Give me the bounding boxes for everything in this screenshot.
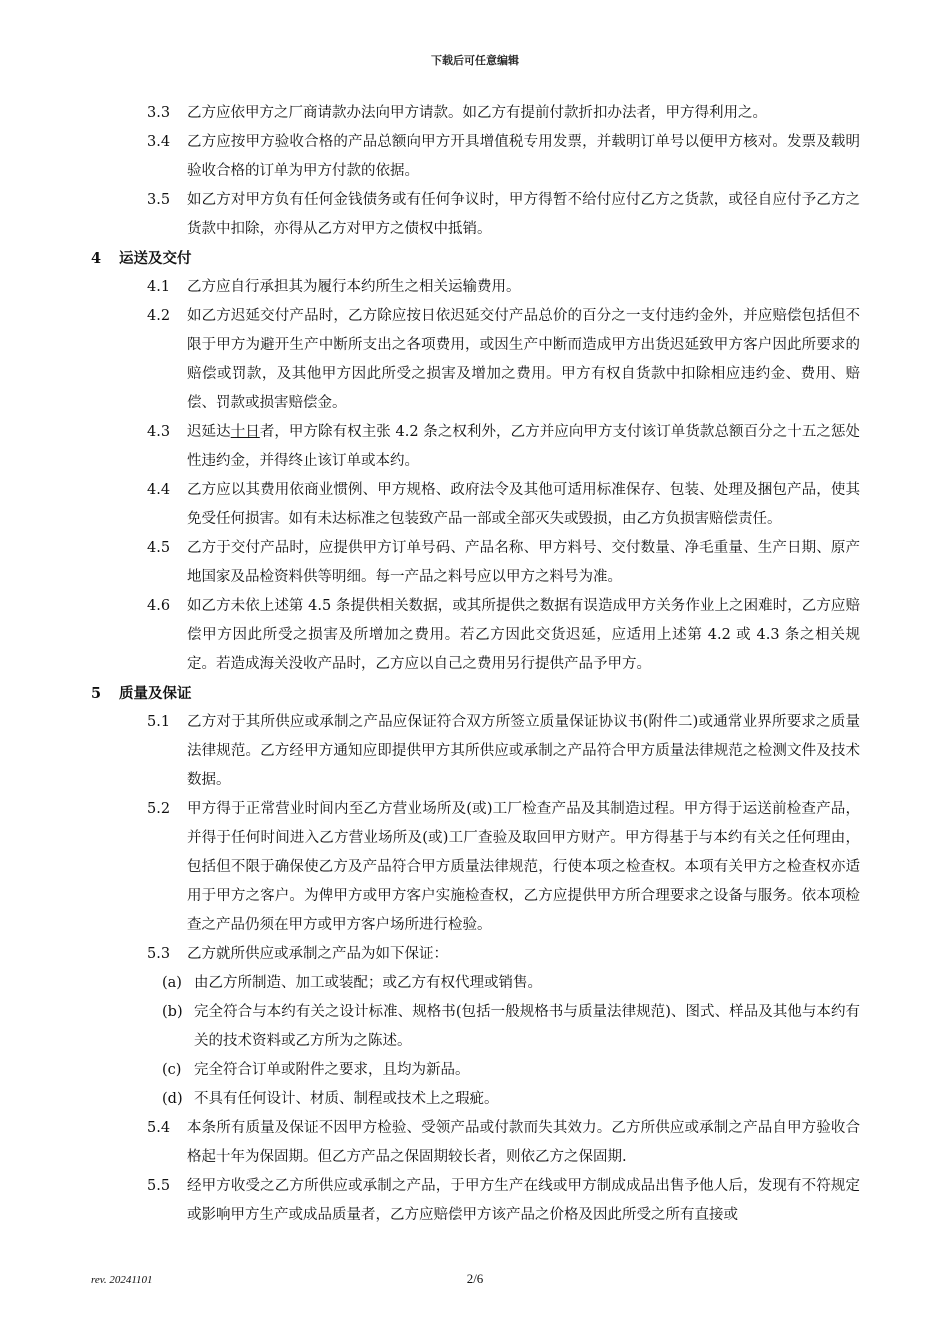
clause-text: 乙方应按甲方验收合格的产品总额向甲方开具增值税专用发票，并载明订单号以便甲方核对。发票及载明验收合格的订单为甲方付款的依据。: [187, 134, 860, 179]
clause-text: [187, 418, 860, 476]
clause-number: 4.5: [147, 540, 171, 556]
clause-number: 5.5: [147, 1178, 171, 1194]
page-header: 下载后可任意编辑: [431, 54, 519, 67]
clause-number: 3.5: [147, 192, 171, 208]
section-title: 运送及交付: [119, 250, 192, 267]
clause-text: 乙方应依甲方之厂商请款办法向甲方请款。如乙方有提前付款折扣办法者，甲方得利用之。: [187, 105, 767, 121]
clause-4-6: [0, 592, 950, 679]
clause-text: 乙方就所供应或承制之产品为如下保证：: [187, 946, 448, 962]
clause-text: 乙方对于其所供应或承制之产品应保证符合双方所签立质量保证协议书(附件二)或通常业界所要求之质量法律规范。乙方经甲方通知应即提供甲方其所供应或承制之产品符合甲方质量法律规范之检测文件及技术数据。: [187, 714, 860, 788]
clause-4-4: [0, 476, 950, 534]
clause-text: 乙方应以其费用依商业惯例、甲方规格、政府法令及其他可适用标准保存、包装、处理及捆包产品，使其免受任何损害。如有未达标准之包装致产品一部或全部灭失或毁损，由乙方负损害赔偿责任。: [187, 482, 860, 527]
clause-number: 4.2: [147, 308, 171, 324]
sub-item-label: (b): [162, 1004, 183, 1020]
clause-text: 乙方于交付产品时，应提供甲方订单号码、产品名称、甲方料号、交付数量、净毛重量、生产日期、原产地国家及品检资料供等明细。每一产品之料号应以甲方之料号为准。: [187, 540, 860, 585]
clause-number: 4.6: [147, 598, 171, 614]
clause-5-2: [0, 795, 950, 940]
clause-3-4: [0, 128, 950, 186]
clause-text: 如乙方未依上述第 4.5 条提供相关数据，或其所提供之数据有误造成甲方关务作业上之困难时，乙方应赔偿甲方因此所受之损害及所增加之费用。若乙方因此交货迟延，应适用上述第 4.2 或 4.3 条之相关规定。若造成海关没收产品时，乙方应以自己之费用另行提供产品予甲方。: [187, 598, 860, 672]
clause-3-3: [0, 99, 950, 128]
sub-item-a: [0, 969, 950, 998]
sub-item-text: 由乙方所制造、加工或装配；或乙方有权代理或销售。: [194, 975, 542, 991]
clause-number: 4.3: [147, 424, 171, 440]
clause-text: 经甲方收受之乙方所供应或承制之产品，于甲方生产在线或甲方制成成品出售予他人后，发现有不符规定或影响甲方生产或成品质量者，乙方应赔偿甲方该产品之价格及因此所受之所有直接或: [187, 1178, 860, 1223]
sub-item-c: [0, 1056, 950, 1085]
document-body: [0, 99, 950, 1230]
section-title: 质量及保证: [119, 685, 192, 702]
clause-text: 如乙方迟延交付产品时，乙方除应按日依迟延交付产品总价的百分之一支付违约金外，并应赔偿包括但不限于甲方为避开生产中断所支出之各项费用，或因生产中断而造成甲方出货迟延致甲方客户因此所要求的赔偿或罚款，及其他甲方因此所受之损害及增加之费用。甲方有权自货款中扣除相应违约金、费用、赔偿、罚款或损害赔偿金。: [187, 308, 860, 411]
clause-4-5: [0, 534, 950, 592]
revision-label: rev. 20241101: [91, 1274, 153, 1286]
clause-number: 5.4: [147, 1120, 171, 1136]
clause-number: 4.1: [147, 279, 171, 295]
section-heading-5: [0, 679, 950, 708]
sub-item-label: (a): [162, 975, 182, 991]
section-number: 5: [91, 685, 102, 702]
clause-text-pre: 迟延达: [187, 424, 231, 440]
clause-text: 如乙方对甲方负有任何金钱债务或有任何争议时，甲方得暂不给付应付乙方之货款，或径自应付予乙方之货款中扣除，亦得从乙方对甲方之债权中抵销。: [187, 192, 860, 237]
clause-text: 甲方得于正常营业时间内至乙方营业场所及(或)工厂检查产品及其制造过程。甲方得于运送前检查产品，并得于任何时间进入乙方营业场所及(或)工厂查验及取回甲方财产。甲方得基于与本约有关之任何理由，包括但不限于确保使乙方及产品符合甲方质量法律规范，行使本项之检查权。本项有关甲方之检查权亦适用于甲方之客户。为俾甲方或甲方客户实施检查权，乙方应提供甲方所合理要求之设备与服务。依本项检查之产品仍须在甲方或甲方客户场所进行检验。: [187, 801, 860, 933]
section-number: 4: [91, 250, 102, 267]
clause-5-4: [0, 1114, 950, 1172]
clause-text-post: 者，甲方除有权主张 4.2 条之权利外，乙方并应向甲方支付该订单货款总额百分之十五之惩处性违约金，并得终止该订单或本约。: [187, 424, 861, 469]
page-number: 2/6: [466, 1271, 484, 1286]
clause-number: 3.3: [147, 105, 171, 121]
clause-number: 5.1: [147, 714, 171, 730]
clause-number: 5.2: [147, 801, 171, 817]
underlined-term: 十日: [230, 424, 260, 440]
clause-text: 本条所有质量及保证不因甲方检验、受领产品或付款而失其效力。乙方所供应或承制之产品自甲方验收合格起十年为保固期。但乙方产品之保固期较长者，则依乙方之保固期.: [187, 1120, 860, 1165]
section-heading-4: [0, 244, 950, 273]
sub-item-label: (c): [162, 1062, 182, 1078]
clause-5-1: [0, 708, 950, 795]
clause-3-5: [0, 186, 950, 244]
sub-item-d: [0, 1085, 950, 1114]
sub-item-text: 完全符合与本约有关之设计标准、规格书(包括一般规格书与质量法律规范)、图式、样品及其他与本约有关的技术资料或乙方所为之陈述。: [194, 1004, 860, 1049]
sub-item-b: [0, 998, 950, 1056]
sub-item-label: (d): [162, 1091, 183, 1107]
clause-number: 4.4: [147, 482, 171, 498]
clause-number: 3.4: [147, 134, 171, 150]
clause-5-3: [0, 940, 950, 969]
clause-4-1: [0, 273, 950, 302]
clause-4-3: [0, 418, 950, 476]
clause-5-5: [0, 1172, 950, 1230]
clause-text: 乙方应自行承担其为履行本约所生之相关运输费用。: [187, 279, 521, 295]
clause-number: 5.3: [147, 946, 171, 962]
clause-4-2: [0, 302, 950, 418]
sub-item-text: 完全符合订单或附件之要求，且均为新品。: [194, 1062, 470, 1078]
sub-item-text: 不具有任何设计、材质、制程或技术上之瑕疵。: [194, 1091, 499, 1107]
